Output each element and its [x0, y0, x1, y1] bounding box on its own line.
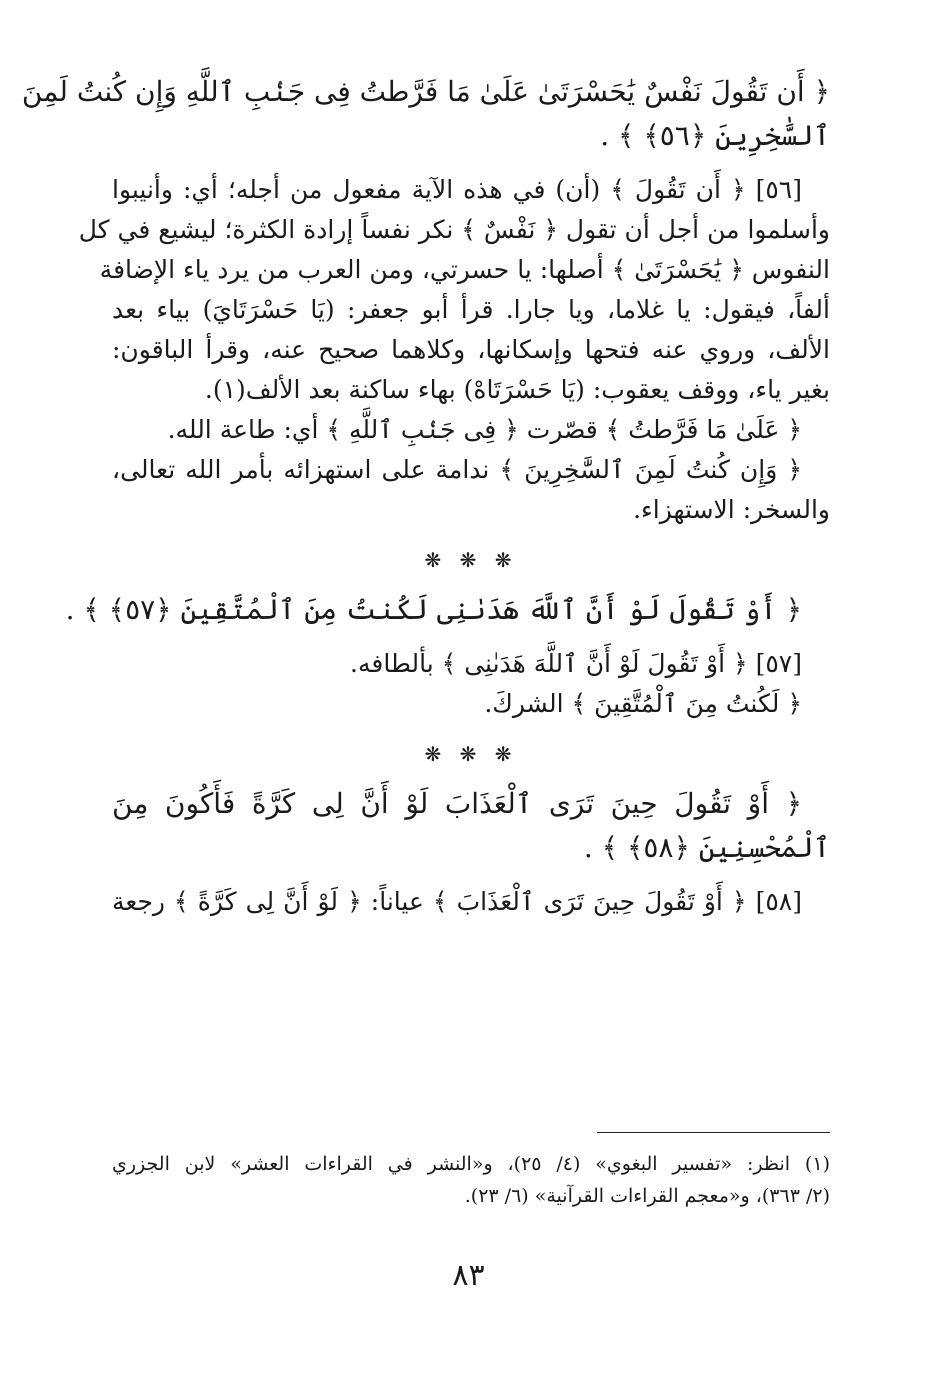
commentary-line: بغير ياء، ووقف يعقوب: (يَا حَسْرَتَاهْ) بهاء ساكنة بعد الألف(١). — [204, 375, 830, 404]
commentary-line: الألف، وروي عنه فتحها وإسكانها، وكلاهما صحيح عنه، وقرأ الباقون: — [112, 335, 830, 364]
footnote — [112, 1148, 830, 1212]
section-separator: ❋ ❋ ❋ — [424, 742, 518, 766]
commentary-line: ﴿ لَكُنتُ مِنَ ٱلْمُتَّقِينَ ﴾ الشركَ. — [484, 689, 802, 718]
page-number: ٨٣ — [452, 1258, 485, 1293]
verse-58 — [112, 782, 830, 870]
page-body — [21, 70, 830, 934]
footnote-line: (١) انظر: «تفسير البغوي» (٤/ ٢٥)، و«النشر في القراءات العشر» لابن الجزري — [112, 1153, 830, 1175]
verse-line: ﴿ أَن تَقُولَ نَفْسٌ يَٰحَسْرَتَىٰ عَلَىٰ مَا فَرَّطتُ فِى جَنۢبِ ٱللَّهِ وَإِن كُنتُ لَمِنَ — [21, 75, 830, 108]
section-separator: ❋ ❋ ❋ — [424, 548, 518, 572]
commentary-line: ﴿ عَلَىٰ مَا فَرَّطتُ ﴾ قصّرت ﴿ فِى جَنۢبِ ٱللَّهِ ﴾ أي: طاعة الله. — [167, 415, 802, 444]
commentary-line: ألفاً، فيقول: يا غلاما، ويا جارا. قرأ أبو جعفر: (يَا حَسْرَتَايَ) بياء بعد — [112, 295, 830, 324]
commentary-58 — [112, 882, 830, 922]
footnote-divider — [597, 1132, 830, 1133]
verse-line: ٱلسَّٰخِرِينَ ﴿٥٦﴾ ﴾ . — [600, 119, 830, 152]
verse-line: ﴿ أَوْ تَقُولَ لَوْ أَنَّ ٱللَّهَ هَدَىٰنِى لَكُنتُ مِنَ ٱلْمُتَّقِينَ ﴿٥٧﴾ ﴾ . — [65, 593, 802, 626]
commentary-line: وأسلموا من أجل أن تقول ﴿ نَفْسٌ ﴾ نكر نفساً إرادة الكثرة؛ ليشيع في كل — [78, 215, 830, 244]
commentary-line: والسخر: الاستهزاء. — [633, 495, 830, 524]
footnote-line: (٢/ ٣٦٣)، و«معجم القراءات القرآنية» (٦/ ٢٣). — [464, 1185, 830, 1207]
verse-line: ﴿ أَوْ تَقُولَ حِينَ تَرَى ٱلْعَذَابَ لَوْ أَنَّ لِى كَرَّةً فَأَكُونَ مِنَ — [112, 787, 802, 820]
verse-line: ٱلْمُحْسِنِينَ ﴿٥٨﴾ ﴾ . — [583, 831, 830, 864]
verse-56 — [21, 70, 830, 158]
commentary-57 — [112, 644, 830, 724]
verse-57 — [65, 588, 830, 632]
commentary-line: ﴿ وَإِن كُنتُ لَمِنَ ٱلسَّٰخِرِينَ ﴾ ندامة على استهزائه بأمر الله تعالى، — [112, 455, 802, 484]
commentary-line: [٥٨] ﴿ أَوْ تَقُولَ حِينَ تَرَى ٱلْعَذَابَ ﴾ عياناً: ﴿ لَوْ أَنَّ لِى كَرَّةً ﴾ رجعة — [112, 887, 802, 916]
commentary-line: النفوس ﴿ يَٰحَسْرَتَىٰ ﴾ أصلها: يا حسرتي، ومن العرب من يرد ياء الإضافة — [99, 255, 830, 284]
commentary-56 — [78, 170, 830, 530]
commentary-line: [٥٦] ﴿ أَن تَقُولَ ﴾ (أن) في هذه الآية مفعول من أجله؛ أي: وأنيبوا — [112, 175, 802, 204]
commentary-line: [٥٧] ﴿ أَوْ تَقُولَ لَوْ أَنَّ ٱللَّهَ هَدَىٰنِى ﴾ بألطافه. — [350, 649, 802, 678]
